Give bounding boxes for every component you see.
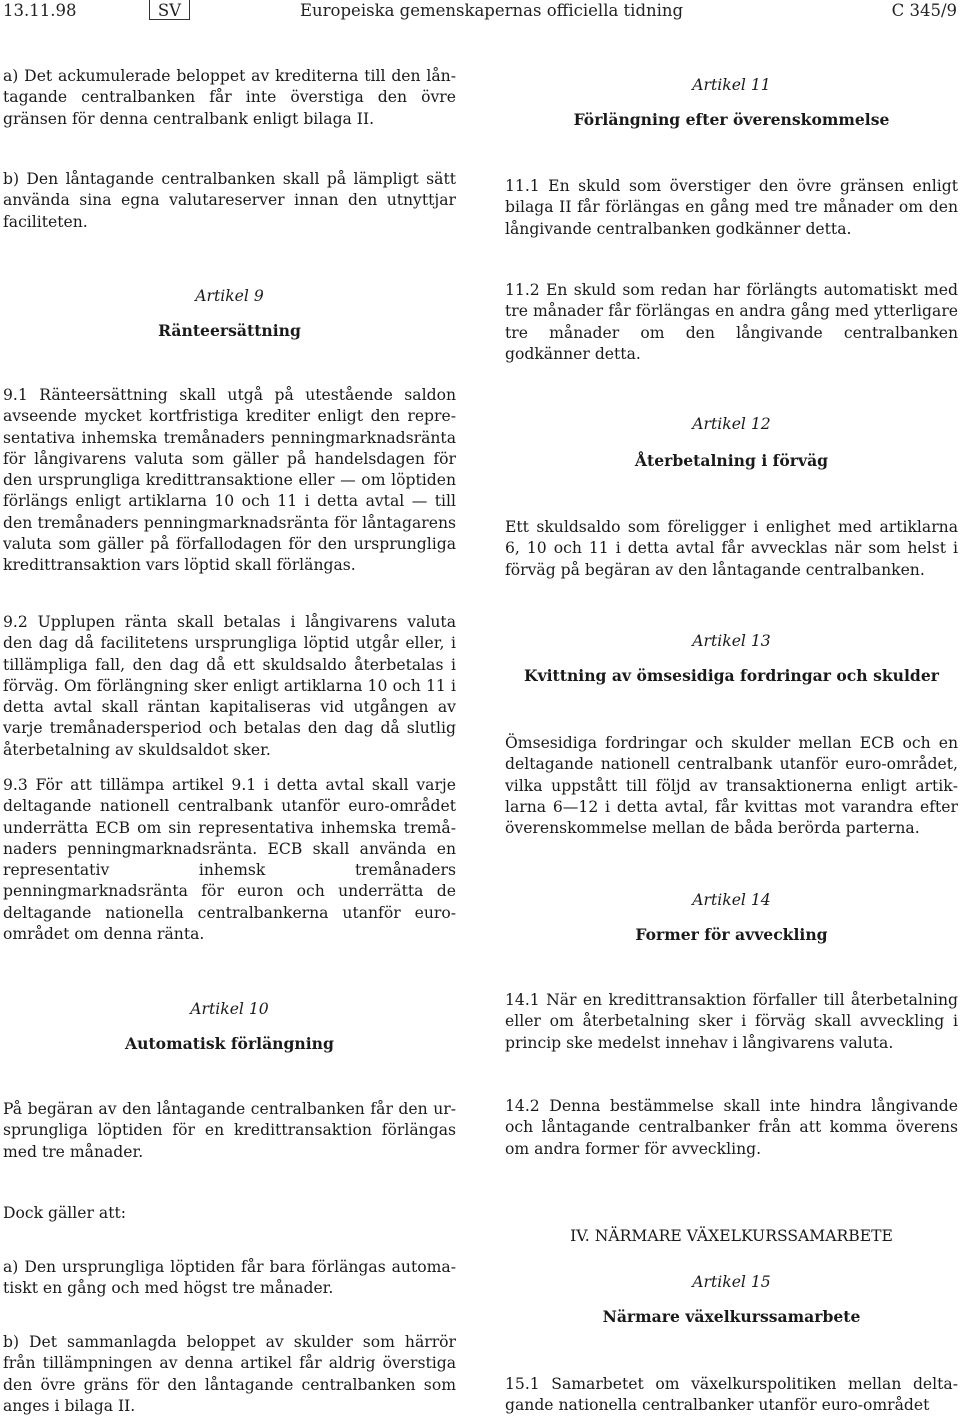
article-10-label: Artikel 10 xyxy=(190,1000,269,1018)
item-a-paragraph: a) Det ackumulerade beloppet av krediterna till den låntagande centralbanken får inte överstiga den övre gränsen för denna centralbank enligt bilaga II. xyxy=(3,67,456,128)
journal-title: Europeiska gemenskapernas officiella tidning xyxy=(300,1,684,20)
paragraph-15-1: 15.1 Samarbetet om växelkurspolitiken mellan deltagande nationella centralbanker utanför euro-området xyxy=(505,1375,958,1415)
article-12-title: Återbetalning i förväg xyxy=(634,451,829,470)
paragraph-14-1: 14.1 När en kredittransaktion förfaller till återbetalning eller om återbetalning sker i förväg skall avveckling i princip ske medelst innehav i långivarens valuta. xyxy=(505,991,958,1052)
section-iv-heading: IV. NÄRMARE VÄXELKURSSAMARBETE xyxy=(570,1227,893,1245)
paragraph-9-3: 9.3 För att tillämpa artikel 9.1 i detta avtal skall varje deltagande nationell centralbank utanför euro-området underrätta ECB om sin representativa inhemska tremånaders penningmarknadsränta. ECB skall använda en representativ inhemsk tremånaders penningmarknadsränta för euron och underrätta de deltagande nationella centralbankerna utanför euro-området om denna ränta. xyxy=(3,776,456,944)
header-date: 13.11.98 xyxy=(3,1,77,20)
paragraph-11-2: 11.2 En skuld som redan har förlängts automatiskt med tre månader får förlängas en andra gång med ytterligare tre månader om den långivande centralbanken godkänner detta. xyxy=(505,281,958,363)
article-11-title: Förlängning efter överenskommelse xyxy=(573,110,890,129)
article-13-label: Artikel 13 xyxy=(692,632,771,650)
paragraph-13: Ömsesidiga fordringar och skulder mellan ECB och en deltagande nationell centralbank utanför euro-området, vilka uppstått till följd av transaktionerna enligt artiklarna 6—12 i detta avtal, får kvittas mot varandra efter överenskommelse mellan de båda berörda parterna. xyxy=(505,734,958,838)
article-9-title: Ränteersättning xyxy=(158,321,301,340)
language-badge: SV xyxy=(149,0,190,20)
paragraph-9-2: 9.2 Upplupen ränta skall betalas i långivarens valuta den dag då facilitetens ursprungliga löptid utgår eller, i tillämpliga fall, den dag då ett skuldsaldo återbetalas i förväg. Om förlängning sker enligt artiklarna 10 och 11 i detta avtal skall räntan kapitaliseras vid utgången av varje tremånadersperiod och betalas den dag då slutlig återbetalning av skuldsaldot sker. xyxy=(3,613,456,759)
article-15-title: Närmare växelkurssamarbete xyxy=(602,1307,861,1326)
article-13-title: Kvittning av ömsesidiga fordringar och skulder xyxy=(524,666,939,685)
item-10-b: b) Det sammanlagda beloppet av skulder som härrör från tillämpningen av denna artikel får aldrig överstiga den övre gräns för den låntagande centralbanken som anges i bilaga II. xyxy=(3,1333,456,1415)
paragraph-10: På begäran av den låntagande centralbanken får den ursprungliga löptiden för en kredittransaktion förlängas med tre månader. xyxy=(3,1100,456,1161)
dock-galler-att: Dock gäller att: xyxy=(3,1204,127,1222)
article-15-label: Artikel 15 xyxy=(692,1273,771,1291)
article-14-title: Former för avveckling xyxy=(635,925,828,944)
article-11-label: Artikel 11 xyxy=(692,76,771,94)
paragraph-11-1: 11.1 En skuld som överstiger den övre gränsen enligt bilaga II får förlängas en gång med tre månader om den långivande centralbanken godkänner detta. xyxy=(505,177,958,238)
paragraph-12: Ett skuldsaldo som föreligger i enlighet med artiklarna 6, 10 och 11 i detta avtal får avvecklas när som helst i förväg på begäran av den låntagande centralbanken. xyxy=(505,518,958,579)
paragraph-14-2: 14.2 Denna bestämmelse skall inte hindra långivande och låntagande centralbanker från att komma överens om andra former för avveckling. xyxy=(505,1097,958,1158)
item-10-a: a) Den ursprungliga löptiden får bara förlängas automatiskt en gång och med högst tre månader. xyxy=(3,1258,456,1298)
article-12-label: Artikel 12 xyxy=(692,415,771,433)
article-9-label: Artikel 9 xyxy=(195,287,264,305)
article-10-title: Automatisk förlängning xyxy=(125,1034,334,1053)
page-reference: C 345/9 xyxy=(891,1,957,20)
article-14-label: Artikel 14 xyxy=(692,891,771,909)
item-b-paragraph: b) Den låntagande centralbanken skall på lämpligt sätt använda sina egna valutareserver innan den utnyttjar faciliteten. xyxy=(3,170,456,231)
paragraph-9-1: 9.1 Ränteersättning skall utgå på utestående saldon avseende mycket kortfristiga krediter enligt den representativa inhemska tremånaders penningmarknadsränta för långivarens valuta som gäller på handelsdagen för den ursprungliga kredittransaktione eller — om löptiden förlängs enligt artiklarna 10 och 11 i detta avtal — till den tremånaders penningmarknadsränta för låntagarens valuta som gäller på förfallodagen för den ursprungliga kredittransaktion vars löptid skall förlängas. xyxy=(3,386,456,575)
